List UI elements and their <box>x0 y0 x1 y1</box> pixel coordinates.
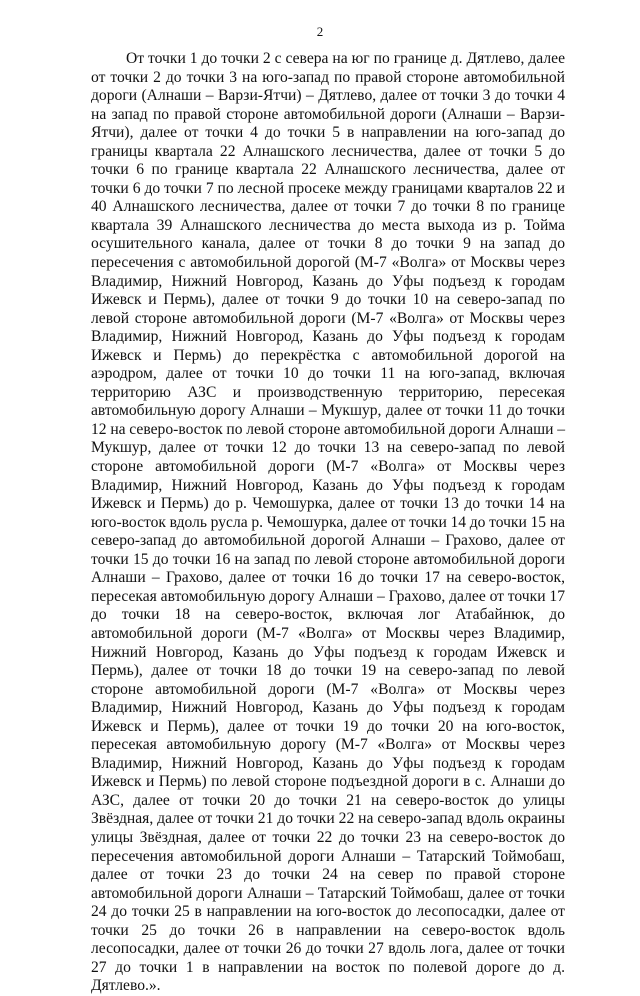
boundary-description-paragraph: От точки 1 до точки 2 с севера на юг по границе д. Дятлево, далее от точки 2 до точки 3 на юго-запад по правой стороне автомобильной дороги (Алнаши – Варзи-Ятчи) – Дятлево, далее от точки 3 до точки 4 на запад по правой стороне автомобильной дороги (Алнаши – Варзи-Ятчи), далее от точки 4 до точки 5 в направлении на юго-запад до границы квартала 22 Алнашского лесничества, далее от точки 5 до точки 6 по границе квартала 22 Алнашского лесничества, далее от точки 6 до точки 7 по лесной просеке между границами кварталов 22 и 40 Алнашского лесничества, далее от точки 7 до точки 8 по границе квартала 39 Алнашского лесничества до места выхода из р. Тойма осушительного канала, далее от точки 8 до точки 9 на запад до пересечения с автомобильной дорогой (М-7 «Волга» от Москвы через Владимир, Нижний Новгород, Казань до Уфы подъезд к городам Ижевск и Пермь), далее от точки 9 до точки 10 на северо-запад по левой стороне автомобильной дороги (М-7 «Волга» от Москвы через Владимир, Нижний Новгород, Казань до Уфы подъезд к городам Ижевск и Пермь) до перекрёстка с автомобильной дорогой на аэродром, далее от точки 10 до точки 11 на юго-запад, включая территорию АЗС и производственную территорию, пересекая автомобильную дорогу Алнаши – Мукшур, далее от точки 11 до точки 12 на северо-восток по левой стороне автомобильной дороги Алнаши – Мукшур, далее от точки 12 до точки 13 на северо-запад по левой стороне автомобильной дороги (М-7 «Волга» от Москвы через Владимир, Нижний Новгород, Казань до Уфы подъезд к городам Ижевск и Пермь) до р. Чемошурка, далее от точки 13 до точки 14 на юго-восток вдоль русла р. Чемошурка, далее от точки 14 до точки 15 на северо-запад до автомобильной дорогой Алнаши – Грахово, далее от точки 15 до точки 16 на запад по левой стороне автомобильной дороги Алнаши – Грахово, далее от точки 16 до точки 17 на северо-восток, пересекая автомобильную дорогу Алнаши – Грахово, далее от точки 17 до точки 18 на северо-восток, включая лог Атабайнюк, до автомобильной дороги (М-7 «Волга» от Москвы через Владимир, Нижний Новгород, Казань до Уфы подъезд к городам Ижевск и Пермь), далее от точки 18 до точки 19 на северо-запад по левой стороне автомобильной дороги (М-7 «Волга» от Москвы через Владимир, Нижний Новгород, Казань до Уфы подъезд к городам Ижевск и Пермь), далее от точки 19 до точки 20 на юго-восток, пересекая автомобильную дорогу (М-7 «Волга» от Москвы через Владимир, Нижний Новгород, Казань до Уфы подъезд к городам Ижевск и Пермь) по левой стороне подъездной дороги в с. Алнаши до АЗС, далее от точки 20 до точки 21 на северо-восток до улицы Звёздная, далее от точки 21 до точки 22 на северо-запад вдоль окраины улицы Звёздная, далее от точки 22 до точки 23 на северо-восток до пересечения автомобильной дороги Алнаши – Татарский Тоймобаш, далее от точки 23 до точки 24 на север по правой стороне автомобильной дороги Алнаши – Татарский Тоймобаш, далее от точки 24 до точки 25 в направлении на юго-восток до лесопосадки, далее от точки 25 до точки 26 в направлении на северо-восток вдоль лесопосадки, далее от точки 26 до точки 27 вдоль лога, далее от точки 27 до точки 1 в направлении на восток по полевой дороге до д. Дятлево.». <box>91 50 565 995</box>
document-body <box>91 50 565 996</box>
page-number: 2 <box>316 24 324 39</box>
